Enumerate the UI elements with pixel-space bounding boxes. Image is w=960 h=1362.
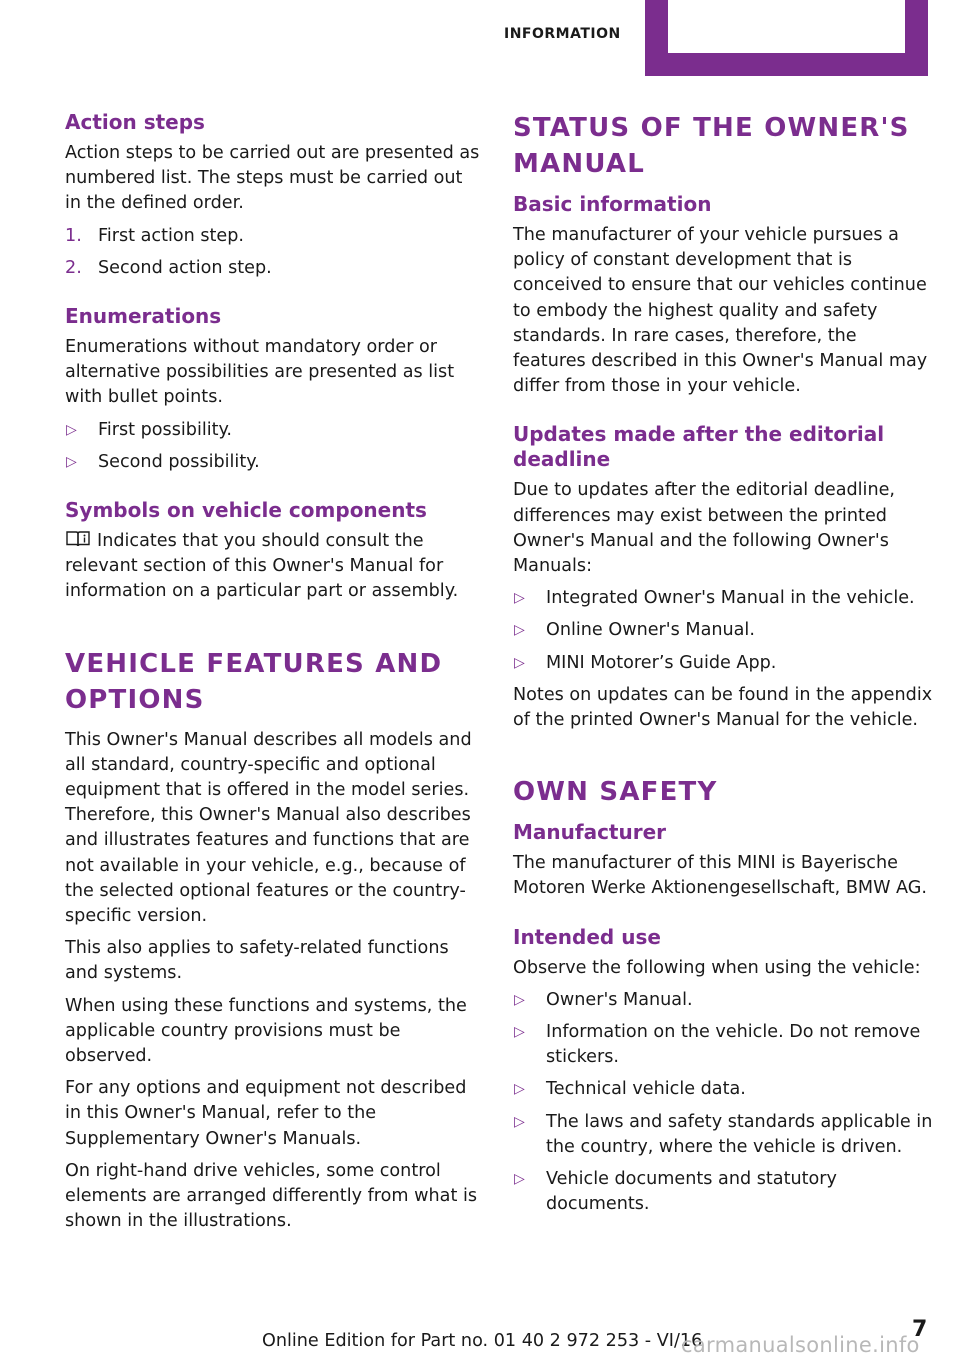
section-header: INFORMATION xyxy=(504,26,621,42)
action-steps-text: Action steps to be carried out are presented as numbered list. The steps must be carried out in the defined order. xyxy=(65,143,480,214)
updates-list xyxy=(513,586,933,676)
triangle-right-icon: ▷ xyxy=(514,1081,525,1098)
triangle-right-icon: ▷ xyxy=(514,1024,525,1041)
status-heading: STATUS OF THE OWNER'S MANUAL xyxy=(513,113,910,179)
vehicle-features-heading: VEHICLE FEATURES AND OPTIONS xyxy=(65,648,443,715)
triangle-right-icon: ▷ xyxy=(514,622,525,639)
triangle-right-icon: ▷ xyxy=(514,590,525,607)
list-item: ▷ Second possibility. xyxy=(65,450,480,475)
intended-use-text: Observe the following when using the vehicle: xyxy=(513,957,921,978)
list-item: ▷ Information on the vehicle. Do not remove stickers. xyxy=(514,1022,921,1068)
enumerations-list xyxy=(65,418,480,475)
basic-information-text: The manufacturer of your vehicle pursues a policy of constant development that is conceived to ensure that our vehicles continue to embody the highest quality and safety standards. In rare cases, therefore, the features described in this Owner's Manual may differ from those in your vehicle. xyxy=(513,225,928,397)
list-item: 1. First action step. xyxy=(65,224,480,249)
paragraph: This Owner's Manual describes all models and all standard, country-specific and optional equipment that is offered in the model series. Therefore, this Owner's Manual also describes and illustrates features and functions that are not available in your vehicle, e.g., because of the selected optional features or the country-specific version. xyxy=(65,729,472,927)
intended-use-heading: Intended use xyxy=(513,924,661,949)
footer-edition: Online Edition for Part no. 01 40 2 972 253 - VI/16 xyxy=(262,1331,703,1351)
triangle-right-icon: ▷ xyxy=(514,1113,525,1130)
page-number: 7 xyxy=(912,1317,928,1342)
right-column xyxy=(513,110,933,1224)
step-number: 2. xyxy=(65,257,82,278)
list-item: ▷ Technical vehicle data. xyxy=(513,1077,933,1102)
action-steps-heading: Action steps xyxy=(65,110,205,134)
step-number: 1. xyxy=(65,225,82,246)
list-item: ▷ First possibility. xyxy=(65,418,480,443)
list-item: ▷ MINI Motorer’s Guide App. xyxy=(513,651,933,676)
left-column xyxy=(65,110,480,1242)
triangle-right-icon: ▷ xyxy=(514,991,525,1008)
symbols-text: Indicates that you should consult the relevant section of this Owner's Manual for information on a particular part or assembly. xyxy=(65,531,459,602)
list-item: 2. Second action step. xyxy=(65,256,480,281)
triangle-right-icon: ▷ xyxy=(514,1171,525,1188)
triangle-right-icon: ▷ xyxy=(514,654,525,671)
symbols-heading: Symbols on vehicle components xyxy=(65,498,427,523)
basic-information-heading: Basic information xyxy=(513,192,712,216)
list-item: ▷ Owner's Manual. xyxy=(513,988,933,1013)
paragraph: For any options and equipment not described in this Owner's Manual, refer to the Supplementary Owner's Manuals. xyxy=(65,1078,467,1149)
updates-text: Due to updates after the editorial deadline, differences may exist between the printed Owner's Manual and the following Owner's Manuals: xyxy=(513,480,896,577)
triangle-right-icon: ▷ xyxy=(66,421,77,438)
paragraph: On right-hand drive vehicles, some control elements are arranged differently from what is shown in the illustrations. xyxy=(65,1160,477,1232)
watermark: carmanualsonline.info xyxy=(681,1333,920,1357)
triangle-right-icon: ▷ xyxy=(66,453,77,470)
paragraph: This also applies to safety-related functions and systems. xyxy=(65,938,449,984)
list-item: ▷ Vehicle documents and statutory documents. xyxy=(514,1169,837,1215)
enumerations-text: Enumerations without mandatory order or alternative possibilities are presented as list with bullet points. xyxy=(65,337,455,408)
intended-use-list xyxy=(513,988,933,1218)
enumerations-heading: Enumerations xyxy=(65,304,222,329)
section-tab xyxy=(645,0,928,76)
updates-note: Notes on updates can be found in the appendix of the printed Owner's Manual for the vehicle. xyxy=(513,684,933,731)
manufacturer-text: The manufacturer of this MINI is Bayerische Motoren Werke Aktionengesellschaft, BMW AG. xyxy=(513,853,928,899)
book-icon xyxy=(65,530,91,548)
updates-heading: Updates made after the editorial deadline xyxy=(513,422,885,472)
action-steps-list xyxy=(65,224,480,281)
own-safety-heading: OWN SAFETY xyxy=(513,777,718,808)
list-item: ▷ Integrated Owner's Manual in the vehicle. xyxy=(513,586,933,611)
list-item: ▷ Online Owner's Manual. xyxy=(513,618,933,643)
manufacturer-heading: Manufacturer xyxy=(513,820,667,845)
paragraph: When using these functions and systems, the applicable country provisions must be observed. xyxy=(65,995,467,1067)
list-item: ▷ The laws and safety standards applicable in the country, where the vehicle is driven. xyxy=(514,1111,933,1157)
